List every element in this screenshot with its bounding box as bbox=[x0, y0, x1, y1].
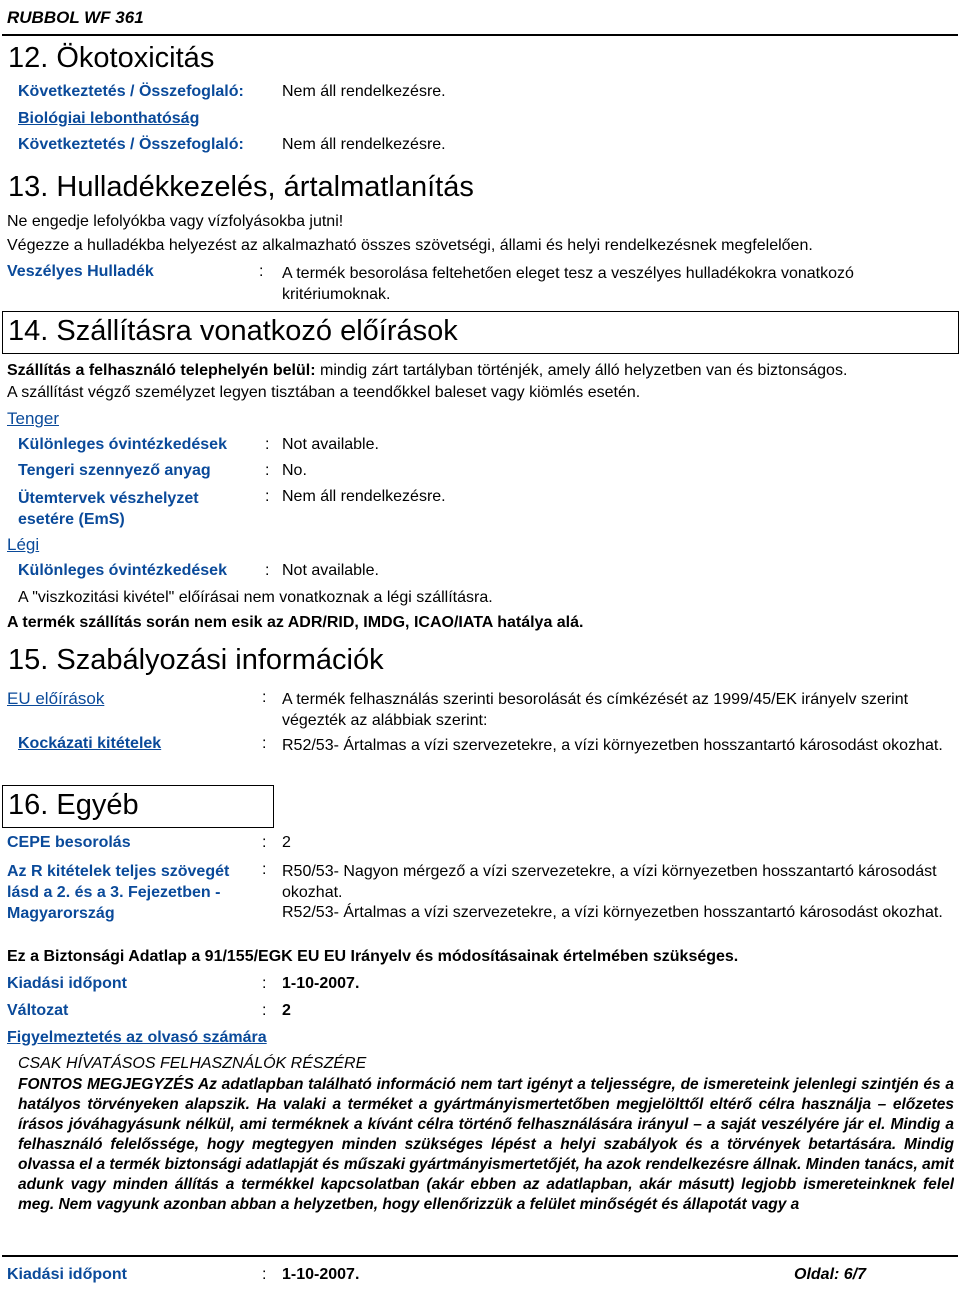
sea-heading[interactable]: Tenger bbox=[7, 409, 59, 428]
viscosity-note: A "viszkozitási kivétel" előírásai nem vonatkoznak a légi szállításra. bbox=[18, 589, 493, 606]
eu-regulations-heading[interactable]: EU előírások bbox=[7, 689, 105, 708]
directive-statement: Ez a Biztonsági Adatlap a 91/155/EGK EU EU Irányelv és módosításainak értelmében szükséges. bbox=[7, 948, 739, 965]
colon-sep: : bbox=[262, 1266, 267, 1283]
air-special-precautions-value: Not available. bbox=[282, 562, 379, 579]
version-value: 2 bbox=[282, 1002, 291, 1019]
risk-phrases-label[interactable]: Kockázati kitételek bbox=[18, 735, 162, 752]
transport-intro bbox=[7, 362, 847, 380]
section-16-title: 16. Egyéb bbox=[8, 789, 139, 821]
footer-issue-value: 1-10-2007. bbox=[282, 1266, 360, 1283]
conclusion-value-2: Nem áll rendelkezésre. bbox=[282, 136, 446, 153]
air-special-precautions-label: Különleges óvintézkedések bbox=[18, 562, 227, 579]
cepe-value: 2 bbox=[282, 834, 291, 851]
disposal-line-1: Ne engedje lefolyókba vagy vízfolyásokba jutni! bbox=[7, 213, 344, 230]
issue-date-value: 1-10-2007. bbox=[282, 975, 360, 992]
section-13-title: 13. Hulladékkezelés, ártalmatlanítás bbox=[8, 171, 474, 203]
colon-sep: : bbox=[265, 462, 270, 479]
marine-pollutant-label: Tengeri szennyező anyag bbox=[18, 462, 211, 479]
transport-intro-bold: Szállítás a felhasználó telephelyén belül: bbox=[7, 362, 316, 379]
transport-intro-rest: mindig zárt tartályban történjék, amely álló helyzetben van és biztonságos. bbox=[315, 362, 848, 379]
sea-special-precautions-value: Not available. bbox=[282, 436, 379, 453]
conclusion-label-1: Következtetés / Összefoglaló: bbox=[18, 83, 244, 100]
ems-value: Nem áll rendelkezésre. bbox=[282, 488, 446, 505]
adr-statement: A termék szállítás során nem esik az ADR/RID, IMDG, ICAO/IATA hatálya alá. bbox=[7, 614, 584, 631]
hazardous-waste-label: Veszélyes Hulladék bbox=[7, 263, 154, 280]
disposal-line-2: Végezze a hulladékba helyezést az alkalmazható összes szövetségi, állami és helyi rendelkezésnek megfelelően. bbox=[7, 237, 813, 254]
page-number: Oldal: 6/7 bbox=[794, 1266, 867, 1283]
footer-issue-label: Kiadási időpont bbox=[7, 1266, 127, 1283]
risk-phrases-value: R52/53- Ártalmas a vízi szervezetekre, a vízi környezetben hosszantartó károsodást okozhat. bbox=[282, 737, 943, 754]
conclusion-value-1: Nem áll rendelkezésre. bbox=[282, 83, 446, 100]
transport-line-2: A szállítást végző személyzet legyen tisztában a teendőkkel baleset vagy kiömlés esetén. bbox=[7, 384, 641, 401]
air-heading[interactable]: Légi bbox=[7, 535, 40, 554]
section-14-title: 14. Szállításra vonatkozó előírások bbox=[8, 315, 458, 347]
biodegradability-heading[interactable]: Biológiai lebonthatóság bbox=[18, 110, 200, 127]
colon-sep: : bbox=[262, 975, 267, 992]
r52-53-text: R52/53- Ártalmas a vízi szervezetekre, a vízi környezetben hosszantartó károsodást okozhat. bbox=[282, 904, 943, 921]
colon-sep: : bbox=[262, 834, 267, 851]
r50-53-text: R50/53- Nagyon mérgező a vízi szervezetekre, a vízi környezetben hosszantartó károsodást okozhat. bbox=[282, 863, 937, 901]
r-phrases-fulltext-label: Az R kitételek teljes szövegét lásd a 2. és a 3. Fejezetben - Magyarország bbox=[7, 863, 230, 922]
reader-notice-heading[interactable]: Figyelmeztetés az olvasó számára bbox=[7, 1029, 267, 1046]
document-header-product: RUBBOL WF 361 bbox=[7, 8, 144, 27]
version-label: Változat bbox=[7, 1002, 69, 1019]
footer-rule bbox=[2, 1255, 958, 1257]
cepe-label: CEPE besorolás bbox=[7, 834, 131, 851]
colon-sep: : bbox=[265, 436, 270, 453]
eu-regulations-value: A termék felhasználás szerinti besorolását és címkézését az 1999/45/EK irányelv szerint végezték az alábbiak szerint: bbox=[282, 691, 909, 729]
colon-sep: : bbox=[262, 861, 267, 878]
important-notice-paragraph: FONTOS MEGJEGYZÉS Az adatlapban található információ nem tart igényt a teljességre, de ismereteink jelenlegi szintjén és a hatályos törvényeken alapszik. Ha valaki a terméket a gyártmányismertetőben megjelölttől eltérő célra használja – előzetes írásos jóváhagyásunk nélkül, ami terméknek a kívánt célra történő felhasználására irányul – a saját veszélyére jár el. Mindig a felhasználó felelőssége, hogy megtegyen minden szükséges lépést a helyi szabályok és a törvények betartására. Mindig olvassa el a termék biztonsági adatlapját és műszaki gyártmányismertetőjét, ha azok rendelkezésre állnak. Minden tanács, amit adunk vagy minden állítás a termékkel kapcsolatban (akár ebben az adatlapban, akár másutt) legjobb ismereteinknek felel meg. Nem vagyunk azonban abban a helyzetben, hogy ellenőrizzük a felület minőségét és állapotát vagy a bbox=[18, 1076, 954, 1213]
colon-sep: : bbox=[265, 488, 270, 505]
colon-sep: : bbox=[265, 562, 270, 579]
ems-label: Ütemtervek vészhelyzet esetére (EmS) bbox=[18, 490, 199, 528]
conclusion-label-2: Következtetés / Összefoglaló: bbox=[18, 136, 244, 153]
marine-pollutant-value: No. bbox=[282, 462, 307, 479]
colon-sep: : bbox=[259, 263, 264, 280]
colon-sep: : bbox=[262, 735, 267, 752]
colon-sep: : bbox=[262, 689, 267, 706]
section-12-title: 12. Ökotoxicitás bbox=[8, 42, 215, 74]
header-rule bbox=[2, 34, 958, 36]
issue-date-label: Kiadási időpont bbox=[7, 975, 127, 992]
colon-sep: : bbox=[262, 1002, 267, 1019]
hazardous-waste-value: A termék besorolása feltehetően eleget tesz a veszélyes hulladékokra vonatkozó kritériumoknak. bbox=[282, 265, 854, 303]
professional-use-heading: CSAK HÍVATÁSOS FELHASZNÁLÓK RÉSZÉRE bbox=[18, 1055, 367, 1072]
section-15-title: 15. Szabályozási információk bbox=[8, 644, 384, 676]
sea-special-precautions-label: Különleges óvintézkedések bbox=[18, 436, 227, 453]
